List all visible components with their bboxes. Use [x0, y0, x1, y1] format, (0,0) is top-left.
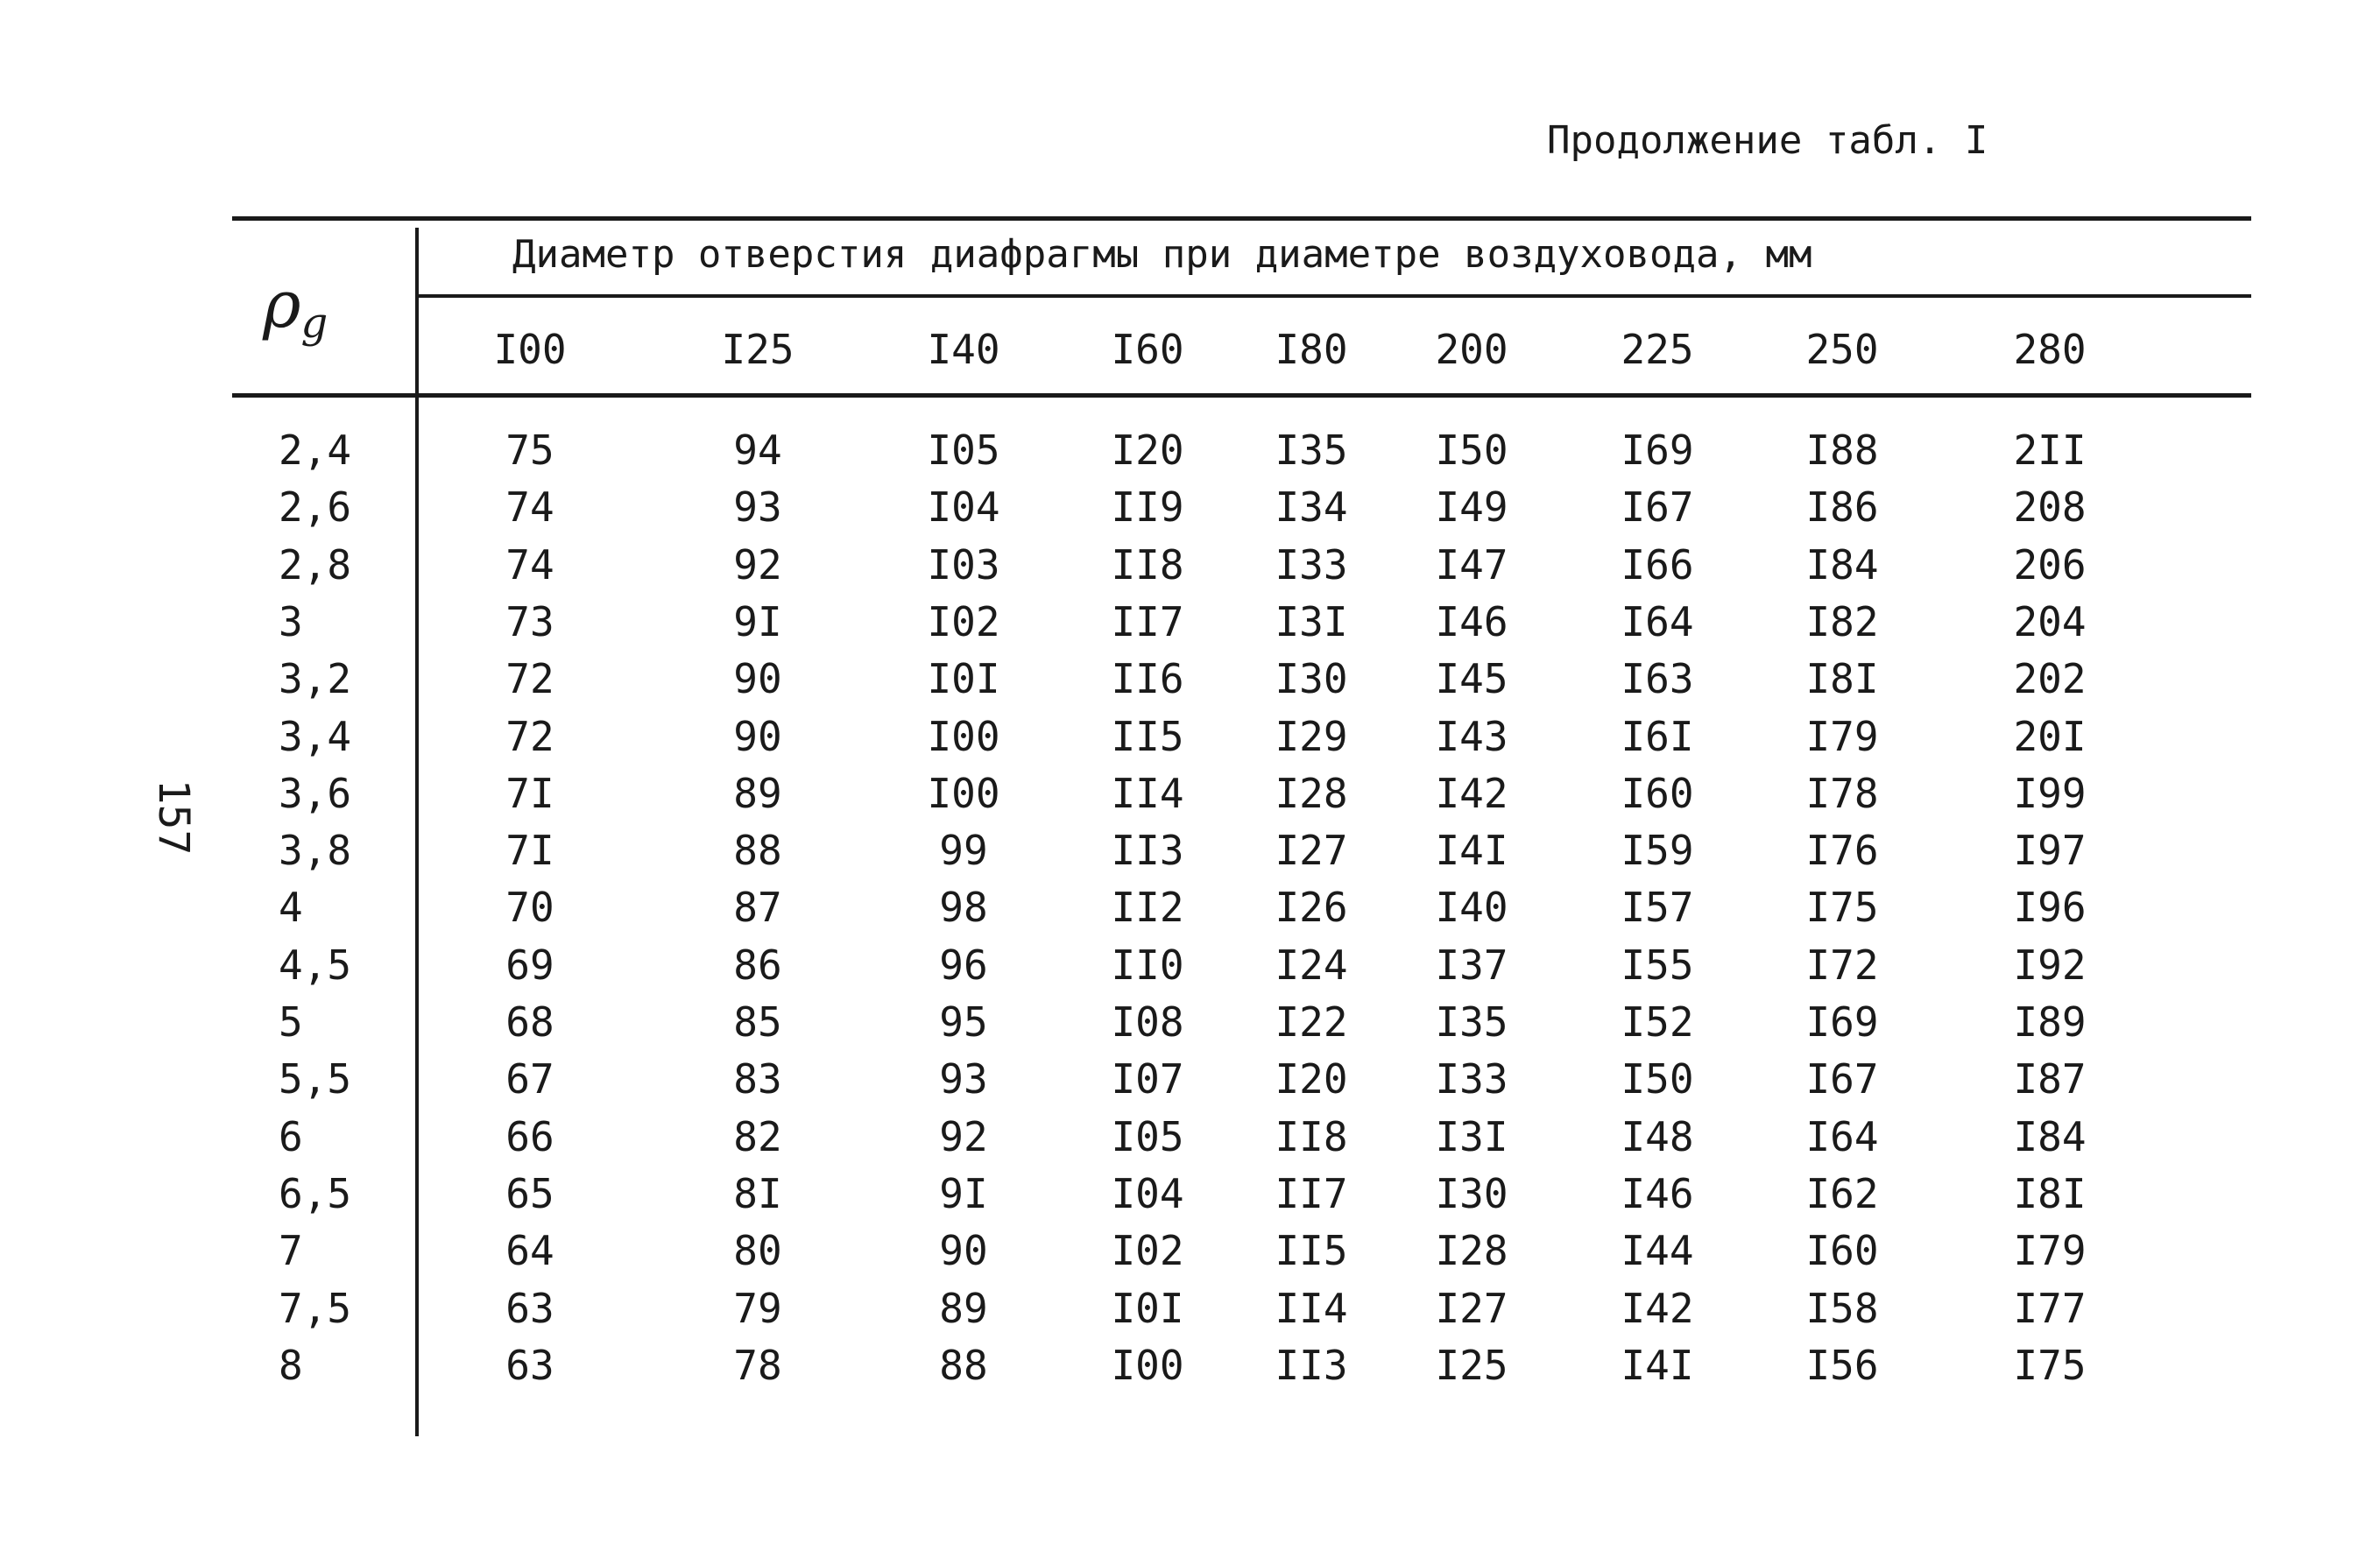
table-cell: I04	[927, 483, 1000, 532]
table-cell: I46	[1621, 1169, 1694, 1217]
table-cell: I04	[1111, 1169, 1184, 1217]
table-cell: 87	[733, 884, 782, 932]
table-cell: 72	[505, 655, 554, 703]
row-header-value: 5,5	[279, 1055, 352, 1103]
table-cell: I3I	[1275, 597, 1348, 645]
table-cell: 64	[505, 1227, 554, 1275]
table-cell: 75	[505, 427, 554, 474]
table-cell: I76	[1805, 827, 1879, 875]
table-cell: II3	[1111, 827, 1184, 875]
table-cell: I27	[1435, 1284, 1508, 1332]
table-cell: I0I	[1111, 1284, 1184, 1332]
table-cell: 93	[733, 483, 782, 532]
table-cell: I47	[1435, 540, 1508, 589]
table-cell: I75	[1805, 884, 1879, 932]
table-cell: 69	[505, 941, 554, 989]
table-cell: I28	[1435, 1227, 1508, 1275]
table-cell: II3	[1275, 1341, 1348, 1389]
table-cell: II5	[1111, 712, 1184, 760]
table-cell: 94	[733, 427, 782, 474]
table-cell: I27	[1275, 827, 1348, 875]
table-cell: I22	[1275, 998, 1348, 1046]
table-cell: I45	[1435, 655, 1508, 703]
table-cell: 83	[733, 1055, 782, 1103]
table-cell: I55	[1621, 941, 1694, 989]
table-cell: I26	[1275, 884, 1348, 932]
row-header-value: 3,6	[279, 769, 352, 817]
row-header-value: 3,2	[279, 655, 352, 703]
table-cell: 89	[733, 769, 782, 817]
table-cell: I49	[1435, 483, 1508, 532]
table-cell: 90	[733, 655, 782, 703]
table-cell: I30	[1435, 1169, 1508, 1217]
table-cell: 79	[733, 1284, 782, 1332]
table-cell: 63	[505, 1284, 554, 1332]
table-cell: 74	[505, 483, 554, 532]
table-cell: 208	[2013, 483, 2087, 532]
table-cell: 99	[939, 827, 988, 875]
table-cell: II4	[1275, 1284, 1348, 1332]
table-cell: I20	[1275, 1055, 1348, 1103]
table-cell: I44	[1621, 1227, 1694, 1275]
column-header: 225	[1621, 326, 1694, 373]
table-cell: I46	[1435, 597, 1508, 645]
column-header: I60	[1111, 326, 1184, 373]
table-cell: 98	[939, 884, 988, 932]
table-cell: I69	[1805, 998, 1879, 1046]
table-cell: II6	[1111, 655, 1184, 703]
table-cell: I05	[1111, 1112, 1184, 1160]
table-cell: II2	[1111, 884, 1184, 932]
table-cell: I07	[1111, 1055, 1184, 1103]
table-cell: 93	[939, 1055, 988, 1103]
table-cell: I99	[2013, 769, 2087, 817]
table-cell: I02	[1111, 1227, 1184, 1275]
table-cell: II8	[1275, 1112, 1348, 1160]
continuation-label: Продолжение табл. I	[1547, 118, 1988, 163]
table-cell: 68	[505, 998, 554, 1046]
table-cell: 88	[733, 827, 782, 875]
table-cell: I62	[1805, 1169, 1879, 1217]
table-cell: I86	[1805, 483, 1879, 532]
table-cell: 20I	[2013, 712, 2087, 760]
table-cell: 96	[939, 941, 988, 989]
row-header-value: 2,4	[279, 427, 352, 474]
table-cell: 88	[939, 1341, 988, 1389]
table-cell: I29	[1275, 712, 1348, 760]
table-cell: 74	[505, 540, 554, 589]
table-cell: II0	[1111, 941, 1184, 989]
table-cell: I35	[1275, 427, 1348, 474]
row-header-value: 3,4	[279, 712, 352, 760]
table-cell: II8	[1111, 540, 1184, 589]
table-cell: 206	[2013, 540, 2087, 589]
table-cell: I67	[1621, 483, 1694, 532]
column-header: 200	[1435, 326, 1508, 373]
column-header: I00	[493, 326, 567, 373]
table-cell: I08	[1111, 998, 1184, 1046]
table-cell: I64	[1621, 597, 1694, 645]
table-cell: 67	[505, 1055, 554, 1103]
table-header-divider	[418, 294, 2251, 298]
table-cell: I48	[1621, 1112, 1694, 1160]
row-header-value: 3,8	[279, 827, 352, 875]
table-top-rule	[232, 216, 2251, 221]
table-cell: I66	[1621, 540, 1694, 589]
row-header-value: 7	[279, 1227, 303, 1275]
table-cell: 7I	[505, 769, 554, 817]
table-cell: I30	[1275, 655, 1348, 703]
column-header: 250	[1805, 326, 1879, 373]
table-cell: 63	[505, 1341, 554, 1389]
row-header-value: 5	[279, 998, 303, 1046]
row-header-symbol	[263, 267, 328, 348]
row-header-value: 3	[279, 597, 303, 645]
table-cell: I87	[2013, 1055, 2087, 1103]
row-header-value: 4	[279, 884, 303, 932]
table-cell: I75	[2013, 1341, 2087, 1389]
table-cell: I33	[1275, 540, 1348, 589]
table-cell: I50	[1435, 427, 1508, 474]
table-cell: I82	[1805, 597, 1879, 645]
table-cell: I25	[1435, 1341, 1508, 1389]
table-cell: I34	[1275, 483, 1348, 532]
table-cell: I89	[2013, 998, 2087, 1046]
table-cell: 95	[939, 998, 988, 1046]
table-cell: I42	[1435, 769, 1508, 817]
table-cell: 86	[733, 941, 782, 989]
table-cell: I00	[927, 769, 1000, 817]
table-cell: I8I	[2013, 1169, 2087, 1217]
table-cell: I37	[1435, 941, 1508, 989]
table-cell: I00	[927, 712, 1000, 760]
table-cell: 89	[939, 1284, 988, 1332]
table-cell: 73	[505, 597, 554, 645]
table-cell: I28	[1275, 769, 1348, 817]
table-cell: 92	[733, 540, 782, 589]
table-cell: I4I	[1435, 827, 1508, 875]
table-cell: I20	[1111, 427, 1184, 474]
rho-subscript: g	[300, 299, 328, 348]
table-cell: 204	[2013, 597, 2087, 645]
table-cell: I59	[1621, 827, 1694, 875]
column-header: I40	[927, 326, 1000, 373]
table-cell: II7	[1275, 1169, 1348, 1217]
table-cell: I60	[1805, 1227, 1879, 1275]
table-cell: I77	[2013, 1284, 2087, 1332]
table-cell: 70	[505, 884, 554, 932]
row-header-value: 7,5	[279, 1284, 352, 1332]
table-cell: I4I	[1621, 1341, 1694, 1389]
row-header-value: 6	[279, 1112, 303, 1160]
table-cell: 66	[505, 1112, 554, 1160]
table-cell: I84	[1805, 540, 1879, 589]
table-cell: I96	[2013, 884, 2087, 932]
table-cell: I33	[1435, 1055, 1508, 1103]
row-header-value: 6,5	[279, 1169, 352, 1217]
table-cell: I67	[1805, 1055, 1879, 1103]
row-header-value: 8	[279, 1341, 303, 1389]
table-cell: I64	[1805, 1112, 1879, 1160]
table-cell: II9	[1111, 483, 1184, 532]
table-cell: 90	[733, 712, 782, 760]
table-cell: 9I	[939, 1169, 988, 1217]
table-cell: 2II	[2013, 427, 2087, 474]
table-cell: I3I	[1435, 1112, 1508, 1160]
column-header: I25	[721, 326, 795, 373]
table-cell: 82	[733, 1112, 782, 1160]
table-cell: II4	[1111, 769, 1184, 817]
table-cell: 72	[505, 712, 554, 760]
table-cell: 92	[939, 1112, 988, 1160]
table-cell: I60	[1621, 769, 1694, 817]
row-header-value: 4,5	[279, 941, 352, 989]
table-cell: 90	[939, 1227, 988, 1275]
column-header: I80	[1275, 326, 1348, 373]
table-cell: I92	[2013, 941, 2087, 989]
table-header-title: Диаметр отверстия диафрагмы при диаметре воздуховода, мм	[512, 232, 1812, 277]
table-cell: I97	[2013, 827, 2087, 875]
table-cell: 9I	[733, 597, 782, 645]
table-cell: I42	[1621, 1284, 1694, 1332]
table-header-bottom-rule	[232, 393, 2251, 398]
table-cell: I00	[1111, 1341, 1184, 1389]
table-cell: I88	[1805, 427, 1879, 474]
table-cell: I78	[1805, 769, 1879, 817]
table-cell: I0I	[927, 655, 1000, 703]
table-cell: I05	[927, 427, 1000, 474]
table-cell: I79	[2013, 1227, 2087, 1275]
table-cell: 78	[733, 1341, 782, 1389]
row-header-value: 2,6	[279, 483, 352, 532]
table-cell: 65	[505, 1169, 554, 1217]
table-cell: I72	[1805, 941, 1879, 989]
page-number: 157	[149, 779, 198, 856]
table-cell: I43	[1435, 712, 1508, 760]
table-cell: I24	[1275, 941, 1348, 989]
table-cell: 85	[733, 998, 782, 1046]
table-cell: 202	[2013, 655, 2087, 703]
table-cell: I63	[1621, 655, 1694, 703]
row-header-value: 2,8	[279, 540, 352, 589]
table-cell: I56	[1805, 1341, 1879, 1389]
table-cell: I69	[1621, 427, 1694, 474]
table-cell: 80	[733, 1227, 782, 1275]
table-cell: I58	[1805, 1284, 1879, 1332]
table-cell: 8I	[733, 1169, 782, 1217]
table-cell: I03	[927, 540, 1000, 589]
table-cell: I79	[1805, 712, 1879, 760]
table-cell: I40	[1435, 884, 1508, 932]
table-cell: I35	[1435, 998, 1508, 1046]
table-cell: I8I	[1805, 655, 1879, 703]
rho-letter: ρ	[263, 267, 301, 342]
table-cell: I02	[927, 597, 1000, 645]
table-cell: 7I	[505, 827, 554, 875]
table-cell: I6I	[1621, 712, 1694, 760]
table-cell: I84	[2013, 1112, 2087, 1160]
column-header: 280	[2013, 326, 2087, 373]
table-cell: I57	[1621, 884, 1694, 932]
table-cell: I52	[1621, 998, 1694, 1046]
table-cell: II5	[1275, 1227, 1348, 1275]
table-cell: I50	[1621, 1055, 1694, 1103]
table-cell: II7	[1111, 597, 1184, 645]
